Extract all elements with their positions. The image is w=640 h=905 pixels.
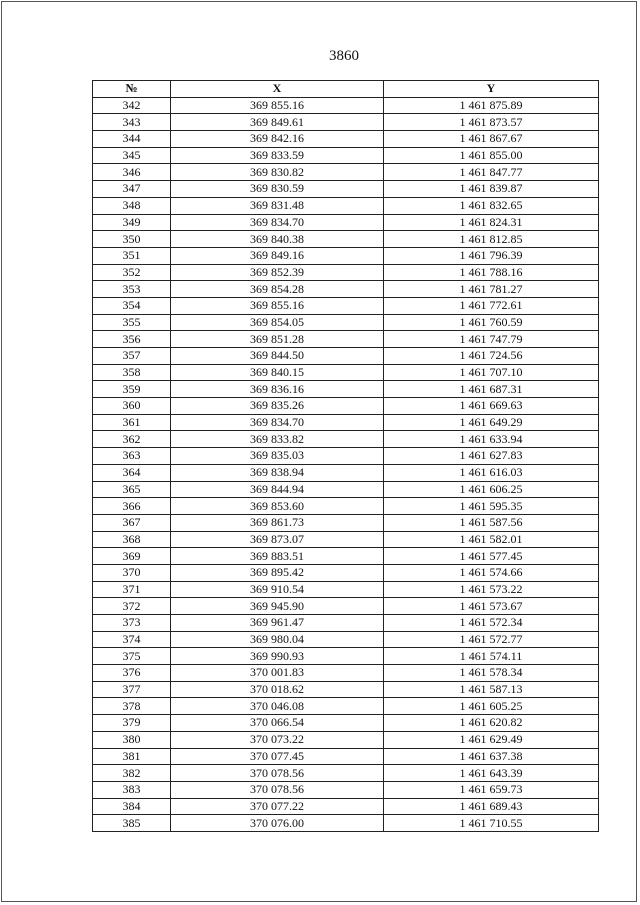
- cell-x: 369 855.16: [171, 97, 384, 114]
- cell-number: 378: [93, 698, 171, 715]
- column-header-x: X: [171, 81, 384, 98]
- cell-x: 370 077.22: [171, 798, 384, 815]
- cell-y: 1 461 574.11: [384, 648, 599, 665]
- table-row: [93, 147, 599, 164]
- cell-x: 369 861.73: [171, 514, 384, 531]
- cell-y: 1 461 839.87: [384, 181, 599, 198]
- cell-y: 1 461 587.13: [384, 681, 599, 698]
- table-row: [93, 131, 599, 148]
- cell-y: 1 461 637.38: [384, 748, 599, 765]
- cell-x: 370 001.83: [171, 665, 384, 682]
- cell-x: 369 830.59: [171, 181, 384, 198]
- cell-x: 369 835.03: [171, 448, 384, 465]
- cell-x: 369 854.05: [171, 314, 384, 331]
- cell-x: 369 851.28: [171, 331, 384, 348]
- cell-number: 349: [93, 214, 171, 231]
- cell-x: 370 076.00: [171, 815, 384, 832]
- table-row: [93, 197, 599, 214]
- cell-number: 368: [93, 531, 171, 548]
- cell-number: 381: [93, 748, 171, 765]
- cell-x: 369 945.90: [171, 598, 384, 615]
- cell-x: 369 990.93: [171, 648, 384, 665]
- cell-number: 366: [93, 498, 171, 515]
- cell-number: 385: [93, 815, 171, 832]
- cell-x: 369 895.42: [171, 564, 384, 581]
- cell-number: 370: [93, 564, 171, 581]
- cell-number: 379: [93, 715, 171, 732]
- column-header-y: Y: [384, 81, 599, 98]
- cell-y: 1 461 669.63: [384, 398, 599, 415]
- cell-y: 1 461 724.56: [384, 348, 599, 365]
- cell-y: 1 461 629.49: [384, 731, 599, 748]
- cell-x: 369 910.54: [171, 581, 384, 598]
- cell-x: 369 852.39: [171, 264, 384, 281]
- cell-x: 369 853.60: [171, 498, 384, 515]
- cell-y: 1 461 772.61: [384, 297, 599, 314]
- cell-y: 1 461 573.22: [384, 581, 599, 598]
- cell-y: 1 461 643.39: [384, 765, 599, 782]
- table-row: [93, 798, 599, 815]
- table-row: [93, 781, 599, 798]
- cell-number: 354: [93, 297, 171, 314]
- cell-number: 371: [93, 581, 171, 598]
- cell-number: 376: [93, 665, 171, 682]
- cell-number: 361: [93, 414, 171, 431]
- cell-y: 1 461 875.89: [384, 97, 599, 114]
- table-body: [93, 97, 599, 831]
- table-row: [93, 615, 599, 632]
- cell-x: 369 840.38: [171, 231, 384, 248]
- table-row: [93, 564, 599, 581]
- cell-number: 383: [93, 781, 171, 798]
- cell-number: 382: [93, 765, 171, 782]
- cell-number: 363: [93, 448, 171, 465]
- cell-number: 384: [93, 798, 171, 815]
- cell-number: 373: [93, 615, 171, 632]
- cell-y: 1 461 847.77: [384, 164, 599, 181]
- table-row: [93, 581, 599, 598]
- cell-number: 359: [93, 381, 171, 398]
- cell-y: 1 461 587.56: [384, 514, 599, 531]
- cell-x: 369 854.28: [171, 281, 384, 298]
- table-row: [93, 681, 599, 698]
- column-header-number: №: [93, 81, 171, 98]
- cell-number: 346: [93, 164, 171, 181]
- cell-y: 1 461 595.35: [384, 498, 599, 515]
- table-row: [93, 181, 599, 198]
- cell-x: 370 073.22: [171, 731, 384, 748]
- cell-y: 1 461 824.31: [384, 214, 599, 231]
- cell-y: 1 461 573.67: [384, 598, 599, 615]
- table-row: [93, 431, 599, 448]
- table-row: [93, 498, 599, 515]
- cell-y: 1 461 620.82: [384, 715, 599, 732]
- cell-x: 369 835.26: [171, 398, 384, 415]
- cell-y: 1 461 855.00: [384, 147, 599, 164]
- table-header-row: [93, 81, 599, 98]
- cell-number: 360: [93, 398, 171, 415]
- cell-x: 369 849.61: [171, 114, 384, 131]
- cell-x: 369 842.16: [171, 131, 384, 148]
- table-row: [93, 481, 599, 498]
- cell-number: 355: [93, 314, 171, 331]
- table-row: [93, 214, 599, 231]
- cell-x: 369 834.70: [171, 414, 384, 431]
- cell-y: 1 461 572.34: [384, 615, 599, 632]
- cell-number: 362: [93, 431, 171, 448]
- cell-y: 1 461 578.34: [384, 665, 599, 682]
- table-row: [93, 314, 599, 331]
- table-row: [93, 348, 599, 365]
- cell-number: 347: [93, 181, 171, 198]
- cell-y: 1 461 788.16: [384, 264, 599, 281]
- cell-x: 369 855.16: [171, 297, 384, 314]
- cell-number: 352: [93, 264, 171, 281]
- page-number: 3860: [329, 48, 359, 64]
- table-row: [93, 448, 599, 465]
- cell-x: 369 961.47: [171, 615, 384, 632]
- cell-x: 369 844.94: [171, 481, 384, 498]
- cell-number: 380: [93, 731, 171, 748]
- cell-number: 369: [93, 548, 171, 565]
- table-row: [93, 264, 599, 281]
- table-row: [93, 281, 599, 298]
- table-row: [93, 381, 599, 398]
- table-row: [93, 598, 599, 615]
- cell-number: 345: [93, 147, 171, 164]
- cell-y: 1 461 867.67: [384, 131, 599, 148]
- cell-x: 370 046.08: [171, 698, 384, 715]
- cell-y: 1 461 649.29: [384, 414, 599, 431]
- cell-y: 1 461 710.55: [384, 815, 599, 832]
- cell-x: 369 873.07: [171, 531, 384, 548]
- cell-x: 369 830.82: [171, 164, 384, 181]
- cell-x: 369 849.16: [171, 247, 384, 264]
- cell-y: 1 461 760.59: [384, 314, 599, 331]
- cell-y: 1 461 627.83: [384, 448, 599, 465]
- table-row: [93, 815, 599, 832]
- cell-number: 364: [93, 464, 171, 481]
- cell-x: 369 834.70: [171, 214, 384, 231]
- table-row: [93, 331, 599, 348]
- cell-y: 1 461 633.94: [384, 431, 599, 448]
- table-row: [93, 247, 599, 264]
- cell-y: 1 461 687.31: [384, 381, 599, 398]
- cell-number: 350: [93, 231, 171, 248]
- table-row: [93, 548, 599, 565]
- table-row: [93, 531, 599, 548]
- cell-y: 1 461 707.10: [384, 364, 599, 381]
- table-row: [93, 715, 599, 732]
- table-row: [93, 164, 599, 181]
- cell-x: 369 883.51: [171, 548, 384, 565]
- cell-x: 369 980.04: [171, 631, 384, 648]
- table-row: [93, 631, 599, 648]
- cell-y: 1 461 873.57: [384, 114, 599, 131]
- cell-y: 1 461 572.77: [384, 631, 599, 648]
- cell-x: 369 836.16: [171, 381, 384, 398]
- cell-y: 1 461 781.27: [384, 281, 599, 298]
- cell-y: 1 461 574.66: [384, 564, 599, 581]
- cell-x: 369 844.50: [171, 348, 384, 365]
- cell-number: 351: [93, 247, 171, 264]
- table-row: [93, 97, 599, 114]
- cell-number: 367: [93, 514, 171, 531]
- cell-x: 370 066.54: [171, 715, 384, 732]
- table-row: [93, 114, 599, 131]
- table-row: [93, 648, 599, 665]
- table-row: [93, 665, 599, 682]
- table-row: [93, 765, 599, 782]
- cell-number: 353: [93, 281, 171, 298]
- cell-number: 375: [93, 648, 171, 665]
- cell-number: 356: [93, 331, 171, 348]
- cell-number: 377: [93, 681, 171, 698]
- cell-y: 1 461 747.79: [384, 331, 599, 348]
- table-row: [93, 514, 599, 531]
- cell-x: 369 833.82: [171, 431, 384, 448]
- cell-y: 1 461 605.25: [384, 698, 599, 715]
- table-row: [93, 297, 599, 314]
- cell-number: 344: [93, 131, 171, 148]
- cell-number: 342: [93, 97, 171, 114]
- cell-x: 369 833.59: [171, 147, 384, 164]
- cell-number: 358: [93, 364, 171, 381]
- cell-number: 372: [93, 598, 171, 615]
- cell-x: 369 840.15: [171, 364, 384, 381]
- table-row: [93, 414, 599, 431]
- coordinates-table: [92, 80, 599, 832]
- cell-y: 1 461 577.45: [384, 548, 599, 565]
- table-row: [93, 398, 599, 415]
- cell-number: 365: [93, 481, 171, 498]
- table-row: [93, 748, 599, 765]
- cell-number: 343: [93, 114, 171, 131]
- cell-x: 370 077.45: [171, 748, 384, 765]
- cell-y: 1 461 689.43: [384, 798, 599, 815]
- table-row: [93, 231, 599, 248]
- cell-y: 1 461 796.39: [384, 247, 599, 264]
- cell-x: 370 018.62: [171, 681, 384, 698]
- table-row: [93, 464, 599, 481]
- table-row: [93, 364, 599, 381]
- cell-y: 1 461 659.73: [384, 781, 599, 798]
- cell-x: 370 078.56: [171, 781, 384, 798]
- cell-y: 1 461 606.25: [384, 481, 599, 498]
- cell-y: 1 461 832.65: [384, 197, 599, 214]
- cell-number: 374: [93, 631, 171, 648]
- cell-x: 369 831.48: [171, 197, 384, 214]
- cell-number: 357: [93, 348, 171, 365]
- table-row: [93, 698, 599, 715]
- cell-y: 1 461 616.03: [384, 464, 599, 481]
- table-row: [93, 731, 599, 748]
- cell-number: 348: [93, 197, 171, 214]
- cell-x: 369 838.94: [171, 464, 384, 481]
- cell-y: 1 461 812.85: [384, 231, 599, 248]
- cell-y: 1 461 582.01: [384, 531, 599, 548]
- cell-x: 370 078.56: [171, 765, 384, 782]
